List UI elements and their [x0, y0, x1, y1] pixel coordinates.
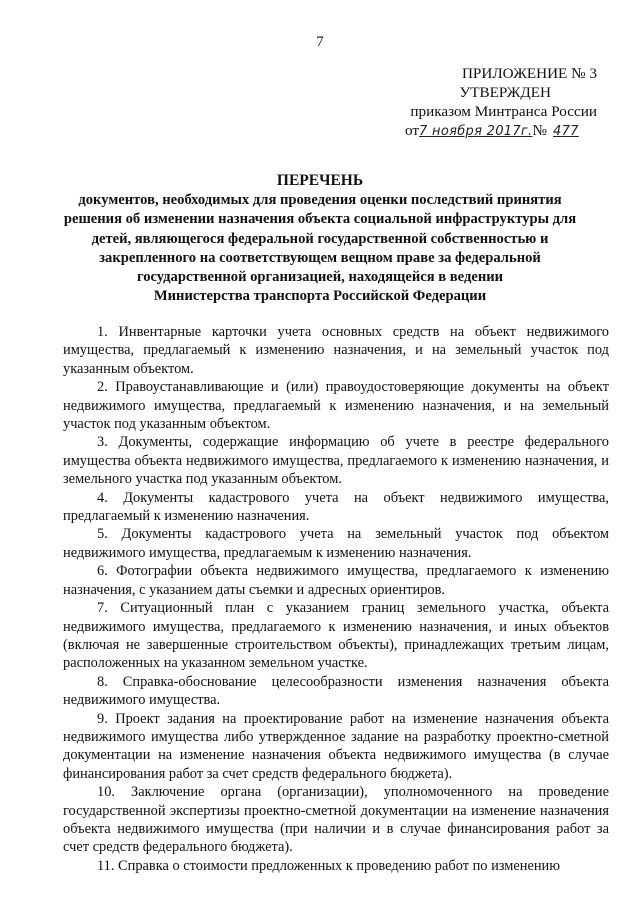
approval-block — [377, 64, 597, 141]
subtitle-line: решения об изменении назначения объекта социальной инфраструктуры для — [63, 211, 577, 228]
order-date-line — [377, 121, 597, 141]
list-item: 1. Инвентарные карточки учета основных средств на объект недвижимого имущества, предлагаемый к изменению назначения, и на земельный участок под указанным объектом. — [63, 324, 609, 377]
list-item: 7. Ситуационный план с указанием границ земельного участка, объекта недвижимого имущества, предлагаемого к изменению назначения, и иных объектов (включая не завершенные строительством объекты), принадлежащих третьим лицам, расположенных на указанном земельном участке. — [63, 600, 609, 672]
date-prefix: от — [405, 122, 420, 139]
subtitle-line: государственной организацией, находящейся в ведении — [136, 269, 504, 286]
list-item: 5. Документы кадастрового учета на земельный участок под объектом недвижимого имущества, предлагаемым к изменению назначения. — [63, 526, 609, 561]
list-item: 10. Заключение органа (организации), уполномоченного на проведение государственной экспертизы проектно-сметной документации на изменение назначения объекта недвижимого имущества (при наличии и в случае финансирования работ за счет средств федерального бюджета). — [63, 784, 609, 856]
list-item: 6. Фотографии объекта недвижимого имущества, предлагаемого к изменению назначения, с указанием даты съемки и адресных ориентиров. — [63, 563, 609, 598]
handwritten-number: 477 — [553, 124, 579, 139]
approved-label: УТВЕРЖДЕН — [459, 84, 551, 101]
subtitle-line: документов, необходимых для проведения оценки последствий принятия — [78, 192, 562, 208]
list-item: 4. Документы кадастрового учета на объект недвижимого имущества, предлагаемый к изменению назначения. — [63, 489, 609, 525]
list-item: 9. Проект задания на проектирование работ на изменение назначения объекта недвижимого имущества либо утвержденное задание на разработку проектно-сметной документации на изменение назначения объекта недвижимого имущества (в случае финансирования работ за счет средств федерального бюджета). — [63, 710, 609, 782]
order-label: приказом Минтранса России — [410, 103, 597, 120]
document-list — [63, 323, 609, 875]
subtitle-line: закрепленного на соответствующем вещном праве за федеральной — [99, 249, 541, 266]
appendix-label: ПРИЛОЖЕНИЕ № 3 — [461, 65, 597, 82]
number-prefix: № — [532, 122, 547, 139]
list-item: 11. Справка о стоимости предложенных к проведению работ по изменению — [97, 857, 560, 874]
list-item: 3. Документы, содержащие информацию об учете в реестре федерального имущества объекта недвижимого имущества, предлагаемого к изменению назначения, и земельного участка под указанным объектом. — [63, 434, 609, 488]
document-title: ПЕРЕЧЕНЬ — [276, 172, 364, 189]
list-item: 2. Правоустанавливающие и (или) правоудостоверяющие документы на объект недвижимого имущества, предлагаемый к изменению назначения, и на земельный участок под указанным объектом. — [63, 379, 609, 433]
list-item: 8. Справка-обоснование целесообразности изменения назначения объекта недвижимого имущества. — [63, 673, 609, 709]
handwritten-date: 7 ноября 2017г. — [419, 124, 533, 139]
document-subtitle — [60, 191, 580, 307]
subtitle-line: Министерства транспорта Российской Федерации — [153, 288, 487, 305]
page-number: 7 — [316, 34, 324, 50]
subtitle-line: детей, являющегося федеральной государственной собственностью и — [91, 230, 549, 247]
